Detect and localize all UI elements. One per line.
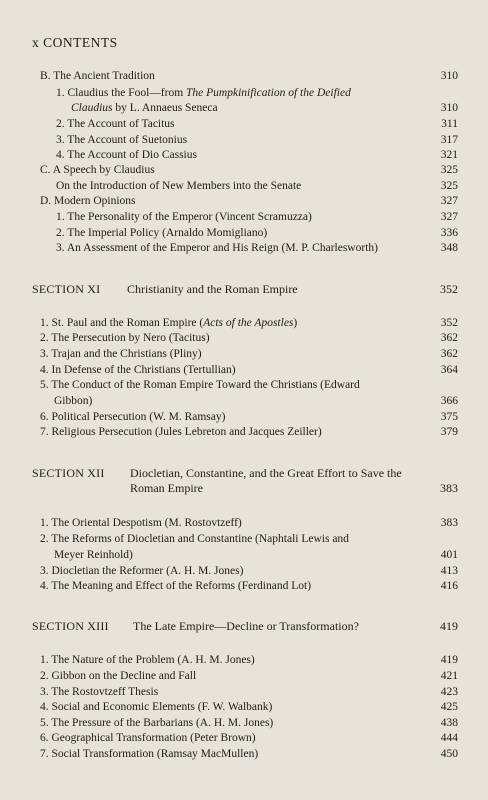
section-number: SECTION XI xyxy=(32,282,101,296)
entry-title: D. Modern Opinions xyxy=(40,195,136,207)
toc-entry xyxy=(0,331,488,347)
page-number: 450 xyxy=(440,748,458,760)
entry-title: Gibbon) xyxy=(54,395,93,407)
toc-entry xyxy=(0,685,488,701)
page-number: 362 xyxy=(440,332,458,344)
page-number: 438 xyxy=(440,717,458,729)
entry-title: 1. The Personality of the Emperor (Vincent Scramuzza) xyxy=(56,211,312,223)
page-number: 383 xyxy=(440,517,458,529)
toc-entry xyxy=(0,700,488,716)
toc-entry xyxy=(0,548,488,564)
page-number: 383 xyxy=(440,481,458,495)
toc-entry xyxy=(0,532,488,548)
section-title: Diocletian, Constantine, and the Great Effort to Save the xyxy=(130,466,402,480)
entry-title: On the Introduction of New Members into the Senate xyxy=(56,180,302,192)
page-number: 364 xyxy=(440,364,458,376)
page-number: 413 xyxy=(440,565,458,577)
toc-entry xyxy=(0,731,488,747)
page-number: 352 xyxy=(440,282,458,296)
entry-title: 7. Religious Persecution (Jules Lebreton and Jacques Zeiller) xyxy=(40,426,322,438)
toc-entry xyxy=(0,101,488,117)
entry-title: 4. In Defense of the Christians (Tertullian) xyxy=(40,364,236,376)
entry-title: 4. Social and Economic Elements (F. W. Walbank) xyxy=(40,701,273,713)
entry-title: Roman Empire xyxy=(130,481,203,495)
section-heading-continued xyxy=(0,481,488,497)
toc-entry xyxy=(0,579,488,595)
page-number: 352 xyxy=(440,317,458,329)
entry-title: 6. Political Persecution (W. M. Ramsay) xyxy=(40,411,226,423)
entry-title: 2. The Account of Tacitus xyxy=(56,118,175,130)
entry-title: 2. The Persecution by Nero (Tacitus) xyxy=(40,332,210,344)
page-number: 366 xyxy=(440,395,458,407)
page-number: 327 xyxy=(440,211,458,223)
toc-entry xyxy=(0,179,488,195)
entry-title: 1. The Nature of the Problem (A. H. M. Jones) xyxy=(40,654,255,666)
page-number: 419 xyxy=(440,619,458,633)
section-title: The Late Empire—Decline or Transformation? xyxy=(133,619,359,633)
section-title: Christianity and the Roman Empire xyxy=(127,282,298,296)
toc-entry xyxy=(0,226,488,242)
entry-title: 5. The Pressure of the Barbarians (A. H. M. Jones) xyxy=(40,717,274,729)
toc-entry xyxy=(0,316,488,332)
toc-entry xyxy=(0,86,488,102)
page-number: 379 xyxy=(440,426,458,438)
entry-title: 3. An Assessment of the Emperor and His Reign (M. P. Charlesworth) xyxy=(56,242,378,254)
section-number: SECTION XII xyxy=(32,466,105,480)
page-number: 317 xyxy=(440,134,458,146)
page-number: 327 xyxy=(440,195,458,207)
entry-title: 3. Trajan and the Christians (Pliny) xyxy=(40,348,202,360)
entry-title: C. A Speech by Claudius xyxy=(40,164,155,176)
page-number: 419 xyxy=(440,654,458,666)
toc-entry xyxy=(0,425,488,441)
entry-title: Meyer Reinhold) xyxy=(54,549,133,561)
page-number: 375 xyxy=(440,411,458,423)
page-number: 310 xyxy=(440,70,458,82)
entry-title: 4. The Meaning and Effect of the Reforms (Ferdinand Lot) xyxy=(40,580,312,592)
page-number: 421 xyxy=(440,670,458,682)
page-number: 310 xyxy=(440,102,458,114)
toc-entry xyxy=(0,669,488,685)
page-number: 362 xyxy=(440,348,458,360)
entry-title: 6. Geographical Transformation (Peter Brown) xyxy=(40,732,256,744)
entry-title: 4. The Account of Dio Cassius xyxy=(56,149,197,161)
page-number: 311 xyxy=(441,118,458,130)
entry-title: 1. St. Paul and the Roman Empire (Acts of the Apostles) xyxy=(40,317,298,329)
toc-entry xyxy=(0,394,488,410)
toc-entry xyxy=(0,241,488,257)
section-heading xyxy=(0,466,488,482)
toc-entry xyxy=(0,716,488,732)
page-number: 325 xyxy=(440,180,458,192)
entry-title: 3. The Rostovtzeff Thesis xyxy=(40,686,159,698)
toc-entry xyxy=(0,148,488,164)
toc-entry xyxy=(0,210,488,226)
page-number: 444 xyxy=(440,732,458,744)
toc-entry xyxy=(0,347,488,363)
section-number: SECTION XIII xyxy=(32,619,109,633)
toc-entry xyxy=(0,163,488,179)
toc-entry xyxy=(0,363,488,379)
page-number: 423 xyxy=(440,686,458,698)
toc-entry xyxy=(0,564,488,580)
toc-entry xyxy=(0,747,488,763)
toc-entry xyxy=(0,194,488,210)
entry-title: 1. Claudius the Fool—from The Pumpkinification of the Deified xyxy=(56,87,351,99)
entry-title: 2. Gibbon on the Decline and Fall xyxy=(40,670,197,682)
page-number: 348 xyxy=(440,242,458,254)
toc-entry xyxy=(0,117,488,133)
entry-title: 2. The Imperial Policy (Arnaldo Momigliano) xyxy=(56,227,268,239)
entry-title: 2. The Reforms of Diocletian and Constantine (Naphtali Lewis and xyxy=(40,533,349,545)
section-heading xyxy=(0,282,488,298)
page-number: 321 xyxy=(440,149,458,161)
page-number: 416 xyxy=(440,580,458,592)
page-number: 401 xyxy=(440,549,458,561)
entry-title: B. The Ancient Tradition xyxy=(40,70,155,82)
entry-title: 3. Diocletian the Reformer (A. H. M. Jones) xyxy=(40,565,244,577)
entry-title: 5. The Conduct of the Roman Empire Toward the Christians (Edward xyxy=(40,379,360,391)
section-heading xyxy=(0,619,488,635)
entry-title: 3. The Account of Suetonius xyxy=(56,134,188,146)
page-number: 336 xyxy=(440,227,458,239)
toc-entry xyxy=(0,378,488,394)
toc-entry xyxy=(0,133,488,149)
toc-entry xyxy=(0,516,488,532)
entry-title: 7. Social Transformation (Ramsay MacMullen) xyxy=(40,748,259,760)
toc-entry xyxy=(0,653,488,669)
toc-entry xyxy=(0,69,488,85)
entry-title: Claudius by L. Annaeus Seneca xyxy=(71,102,218,114)
page-number: 425 xyxy=(440,701,458,713)
running-head: x CONTENTS xyxy=(32,35,118,50)
page-number: 325 xyxy=(440,164,458,176)
toc-entry xyxy=(0,410,488,426)
entry-title: 1. The Oriental Despotism (M. Rostovtzeff) xyxy=(40,517,242,529)
